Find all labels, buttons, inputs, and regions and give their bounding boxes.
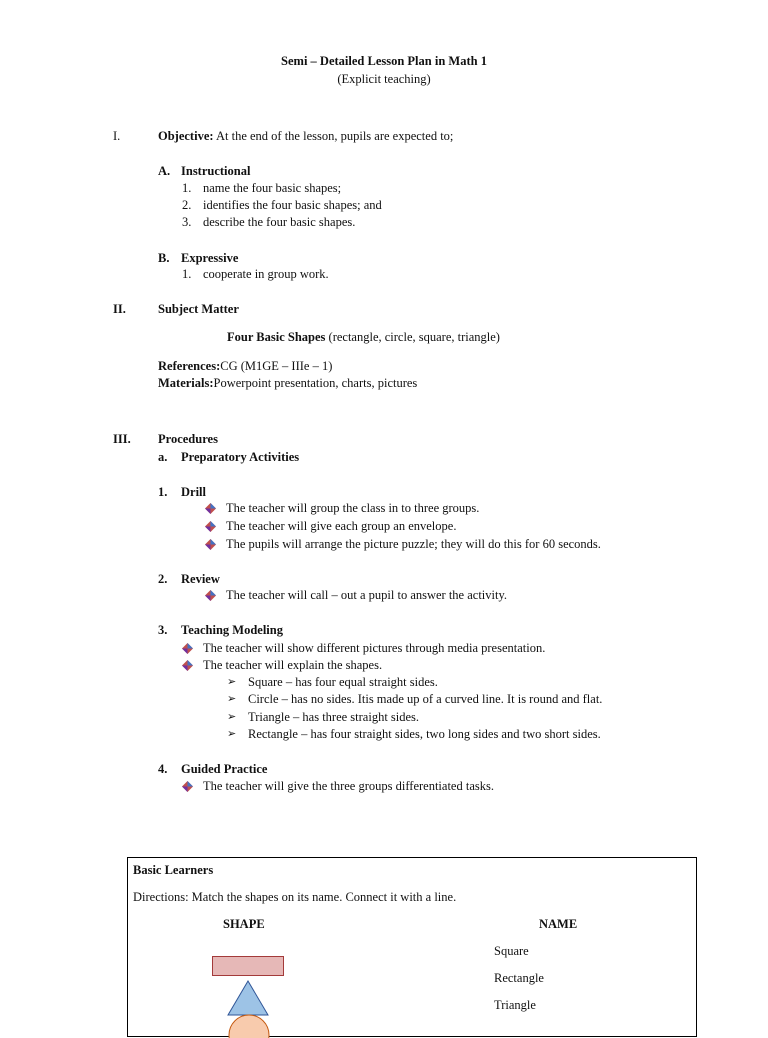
page-subtitle: (Explicit teaching) [337, 72, 431, 86]
circle-shape [228, 1014, 270, 1038]
subject-matter-heading: Subject Matter [158, 302, 239, 316]
teaching-heading: Teaching Modeling [181, 623, 283, 637]
shape-column-header: SHAPE [223, 917, 265, 931]
bullet-icon [205, 590, 216, 601]
shape-description: Square – has four equal straight sides. [248, 675, 438, 689]
list-item-number: 3. [182, 215, 192, 229]
bullet-icon [182, 781, 193, 792]
drill-heading: Drill [181, 485, 206, 499]
section-numeral-objective: I. [113, 129, 121, 143]
objective-label: Objective: [158, 129, 214, 143]
list-item: identifies the four basic shapes; and [203, 198, 382, 212]
list-item: The pupils will arrange the picture puzzle; they will do this for 60 seconds. [226, 537, 601, 551]
instructional-heading: Instructional [181, 164, 251, 178]
shape-description: Rectangle – has four straight sides, two long sides and two short sides. [248, 727, 601, 741]
list-item-number: 1. [182, 181, 192, 195]
arrow-bullet-icon: ➢ [227, 711, 237, 723]
topic-line [227, 329, 500, 345]
list-item: The teacher will group the class in to three groups. [226, 501, 480, 515]
bullet-icon [182, 643, 193, 654]
shape-name-option: Rectangle [494, 971, 544, 985]
basic-learners-task-box [127, 857, 697, 1037]
drill-number: 1. [158, 485, 168, 499]
list-item: The teacher will give the three groups differentiated tasks. [203, 779, 494, 793]
shape-description: Circle – has no sides. Itis made up of a curved line. It is round and flat. [248, 692, 603, 706]
list-item-number: 1. [182, 267, 192, 281]
list-item: The teacher will give each group an envelope. [226, 519, 457, 533]
materials-value: Powerpoint presentation, charts, pictures [213, 376, 418, 390]
references-label: References: [158, 359, 221, 373]
prep-heading: Preparatory Activities [181, 450, 300, 464]
objective-text: At the end of the lesson, pupils are expected to; [215, 129, 454, 143]
bullet-icon [182, 660, 193, 671]
list-item: cooperate in group work. [203, 267, 329, 281]
guided-heading: Guided Practice [181, 762, 268, 776]
section-numeral-subject: II. [113, 302, 126, 316]
materials-label: Materials: [158, 376, 214, 390]
teaching-number: 3. [158, 623, 168, 637]
bullet-icon [205, 539, 216, 550]
topic-detail: (rectangle, circle, square, triangle) [328, 330, 500, 344]
review-number: 2. [158, 572, 168, 586]
arrow-bullet-icon: ➢ [227, 693, 237, 705]
bullet-icon [205, 521, 216, 532]
list-item: describe the four basic shapes. [203, 215, 356, 229]
list-item: name the four basic shapes; [203, 181, 342, 195]
list-item: The teacher will call – out a pupil to answer the activity. [226, 588, 508, 602]
arrow-bullet-icon: ➢ [227, 676, 237, 688]
guided-number: 4. [158, 762, 168, 776]
section-numeral-procedures: III. [113, 432, 131, 446]
shape-description: Triangle – has three straight sides. [248, 710, 420, 724]
task-directions: Directions: Match the shapes on its name. Connect it with a line. [133, 890, 457, 904]
expressive-letter: B. [158, 251, 170, 265]
instructional-letter: A. [158, 164, 171, 178]
triangle-shape [227, 980, 269, 1016]
list-item: The teacher will show different pictures through media presentation. [203, 641, 546, 655]
list-item: The teacher will explain the shapes. [203, 658, 383, 672]
arrow-bullet-icon: ➢ [227, 728, 237, 740]
topic-title: Four Basic Shapes [227, 330, 326, 344]
review-heading: Review [181, 572, 220, 586]
shape-name-option: Square [494, 944, 529, 958]
materials-line [158, 375, 417, 391]
name-column-header: NAME [539, 917, 578, 931]
page-title: Semi – Detailed Lesson Plan in Math 1 [281, 54, 487, 68]
prep-letter: a. [158, 450, 168, 464]
procedures-heading: Procedures [158, 432, 218, 446]
list-item-number: 2. [182, 198, 192, 212]
expressive-heading: Expressive [181, 251, 239, 265]
references-line [158, 358, 332, 374]
rectangle-shape [212, 956, 284, 976]
task-heading: Basic Learners [133, 863, 214, 877]
shape-name-option: Triangle [494, 998, 536, 1012]
objective-line [158, 128, 453, 144]
references-value: CG (M1GE – IIIe – 1) [220, 359, 333, 373]
bullet-icon [205, 503, 216, 514]
